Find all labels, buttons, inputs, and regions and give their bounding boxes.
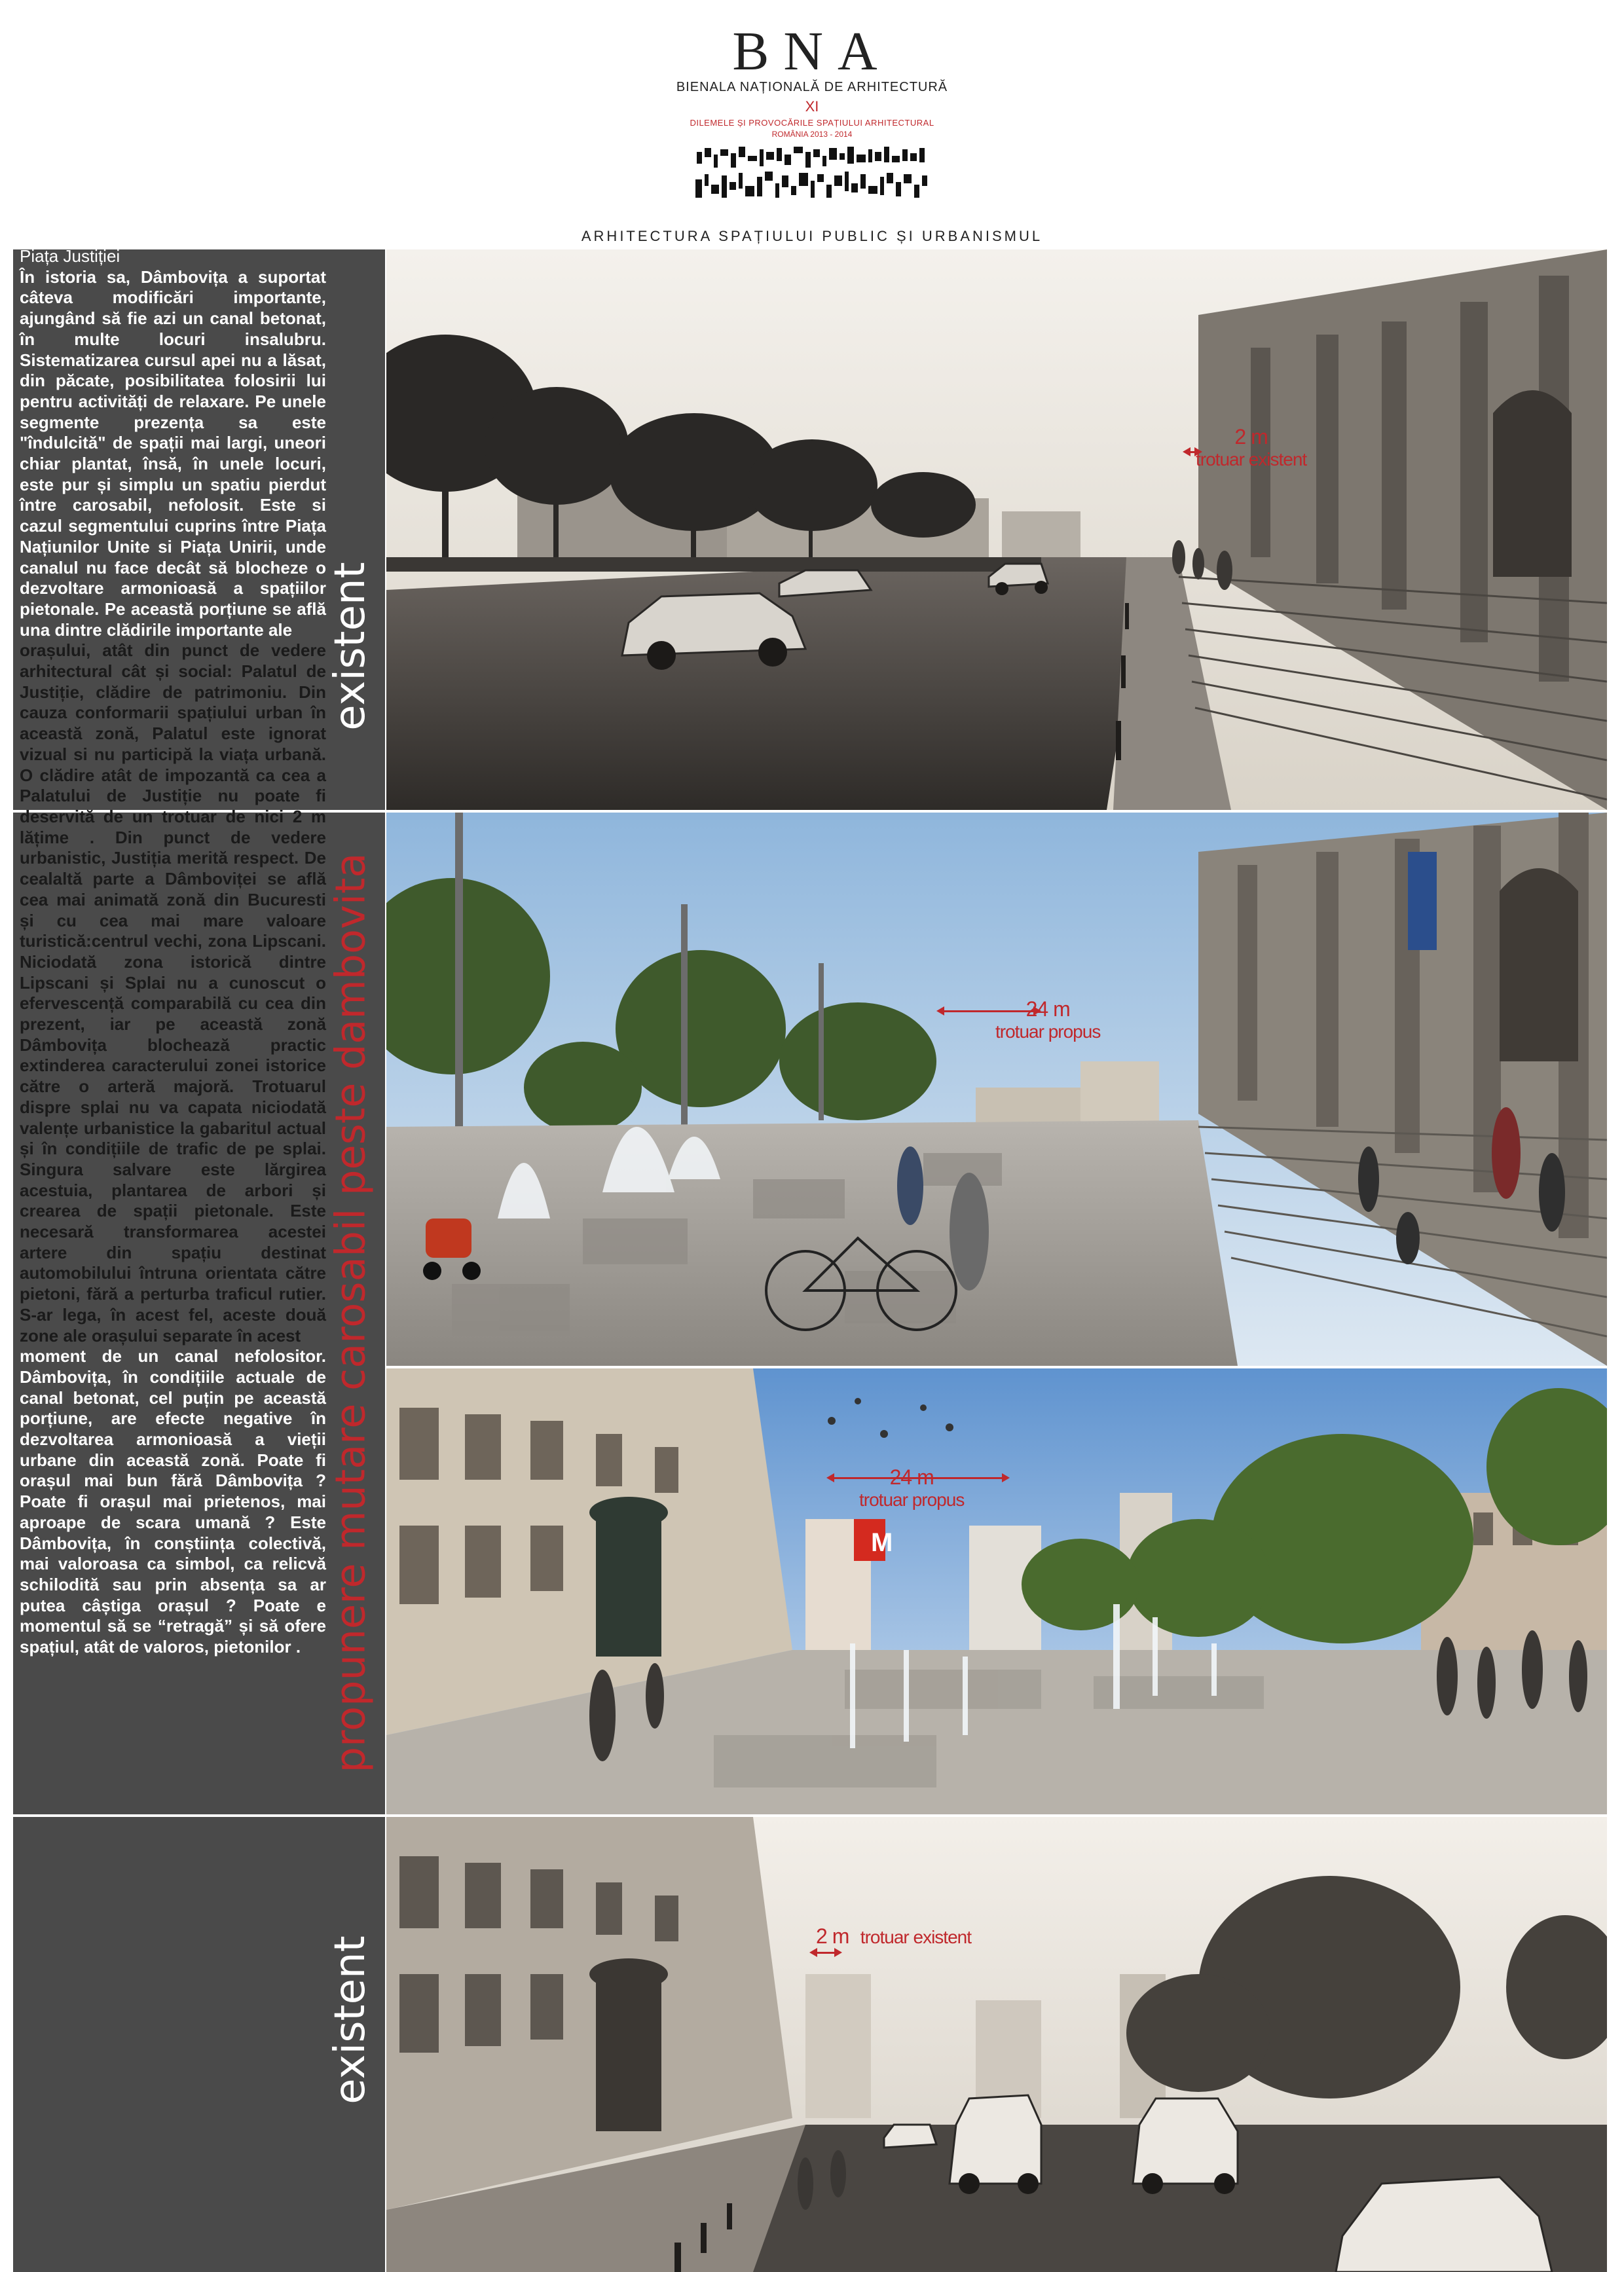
- label-existent-top: existent: [326, 562, 375, 731]
- annotation-existing-label-2: trotuar existent: [860, 1927, 971, 1947]
- photo-proposal-lipscani: [386, 1368, 1607, 1814]
- label-existent-bottom: existent: [326, 1935, 375, 2104]
- annotation-existing-width: 2 m: [1234, 425, 1268, 449]
- dimension-arrow-existing-2: [816, 1952, 836, 1954]
- annotation-proposal-sidewalk-2: [859, 1465, 964, 1511]
- annotation-proposal-sidewalk-1: [995, 997, 1100, 1042]
- label-proposal: propunere mutare carosabil peste dambovita: [326, 852, 375, 1773]
- article-part-1: În istoria sa, Dâmbovița a suportat câteva modificări importante, ajungând să fie azi un canal betonat, în multe locuri insalubru. Sistematizarea cursul apei nu a lăsat, din păcate, posibilitatea folosirii lui pentru activități de relaxare. Pe unele segmente prezența sa este "îndulcită" de spații mai largi, uneori chiar plantat, însă, în unele locuri, este pur și simplu un spatiu pierdut între carosabil, nefolosit. Este si cazul segmentului cuprins între Piața Națiunilor Unite si Piața Unirii, unde canalul nu face decât să blocheze o dezvoltare armonioasă a spațiilor pietonale. Pe această porțiune se află una dintre clădirile importante ale: [20, 266, 326, 640]
- annotation-existing-label: trotuar existent: [1196, 449, 1307, 469]
- mcdonalds-logo-text: M: [871, 1528, 893, 1557]
- annotation-existing-sidewalk-2: [816, 1924, 971, 1949]
- annotation-proposal-width-1: 24 m: [1025, 997, 1070, 1021]
- edition-number: XI: [805, 98, 819, 115]
- article-title: Piața Justiției: [20, 246, 120, 266]
- section-title: ARHITECTURA SPAȚIULUI PUBLIC ȘI URBANISMUL: [581, 228, 1043, 244]
- bna-logo: BNA: [732, 21, 892, 82]
- photo-existing-lipscani: [386, 1817, 1607, 2272]
- photo-existing-street: [386, 249, 1607, 810]
- annotation-existing-width-2: 2 m: [816, 1924, 849, 1948]
- annotation-proposal-label-1: trotuar propus: [995, 1021, 1101, 1042]
- annotation-proposal-label-2: trotuar propus: [859, 1490, 965, 1510]
- photo-proposal-plaza: [386, 813, 1607, 1366]
- biennial-theme: DILEMELE ȘI PROVOCĂRILE SPAȚIULUI ARHITECTURAL: [690, 118, 934, 128]
- article-text: [20, 246, 326, 1658]
- poster-header: [0, 0, 1624, 249]
- article-part-2: orașului, atât din punct de vedere arhitectural cât și social: Palatul de Justiție, clădire de patrimoniu. Din cauza conformarii spațiului urban în această zonă, Palatul este ignorat vizual si nu participă la viața urbană. O clădire atât de impozantă ca cea a Palatului de Justiție nu poate fi deservită de un trotuar de nici 2 m lățime . Din punct de vedere urbanistic, Justiția merită respect. De cealaltă parte a Dâmboviței se află cea mai animată zonă din Bucuresti și cu cea mai mare valoare turistică:centrul vechi, zona Lipscani. Niciodată zona istorică dintre Lipscani și Splai nu a cunoscut o efervescență comparabilă cu cea din prezent, iar pe această zonă Dâmbovița blochează practic extinderea caracterului zonei istorice către o arteră majoră. Trotuarul dispre splai nu va capata niciodată valențe urbanistice la gabaritul actual și în condițiile de trafic de pe splai. Singura salvare este lărgirea acestuia, plantarea de arbori și crearea de spații pietonale. Este necesară transformarea acestei artere din spațiu destinat automobilului întruna orientata către pietoni, fără a perturba traficul rutier. S-ar lega, în acest fel, aceste două zone ale orașului separate în acest: [20, 640, 326, 1346]
- biennial-emblem-icon: [694, 145, 930, 212]
- annotation-existing-sidewalk: [1196, 425, 1306, 470]
- article-part-3: moment de un canal nefolositor. Dâmbovița, în condițiile actuale de canal betonat, cel puțin pe această porțiune, are efecte negative în dezvoltarea armonioasă a vieții urbane din această zonă. Poate fi orașul mai bun fără Dâmbovița ? Poate fi orașul mai prietenos, mai aproape de scara umană ? Este Dâmbovița, în conștiința colectivă, mai valoroasa ca simbol, ca relicvă schilodită sau prin absența sa ar putea câștiga orașul ? Poate e momentul să se “retragă” și să ofere spațiul, atât de valoros, pietonilor .: [20, 1346, 326, 1657]
- biennial-period: ROMÂNIA 2013 - 2014: [771, 130, 853, 139]
- annotation-proposal-width-2: 24 m: [889, 1465, 934, 1489]
- dimension-arrow-existing: [1189, 451, 1196, 453]
- organization-name: BIENALA NAȚIONALĂ DE ARHITECTURĂ: [676, 80, 948, 94]
